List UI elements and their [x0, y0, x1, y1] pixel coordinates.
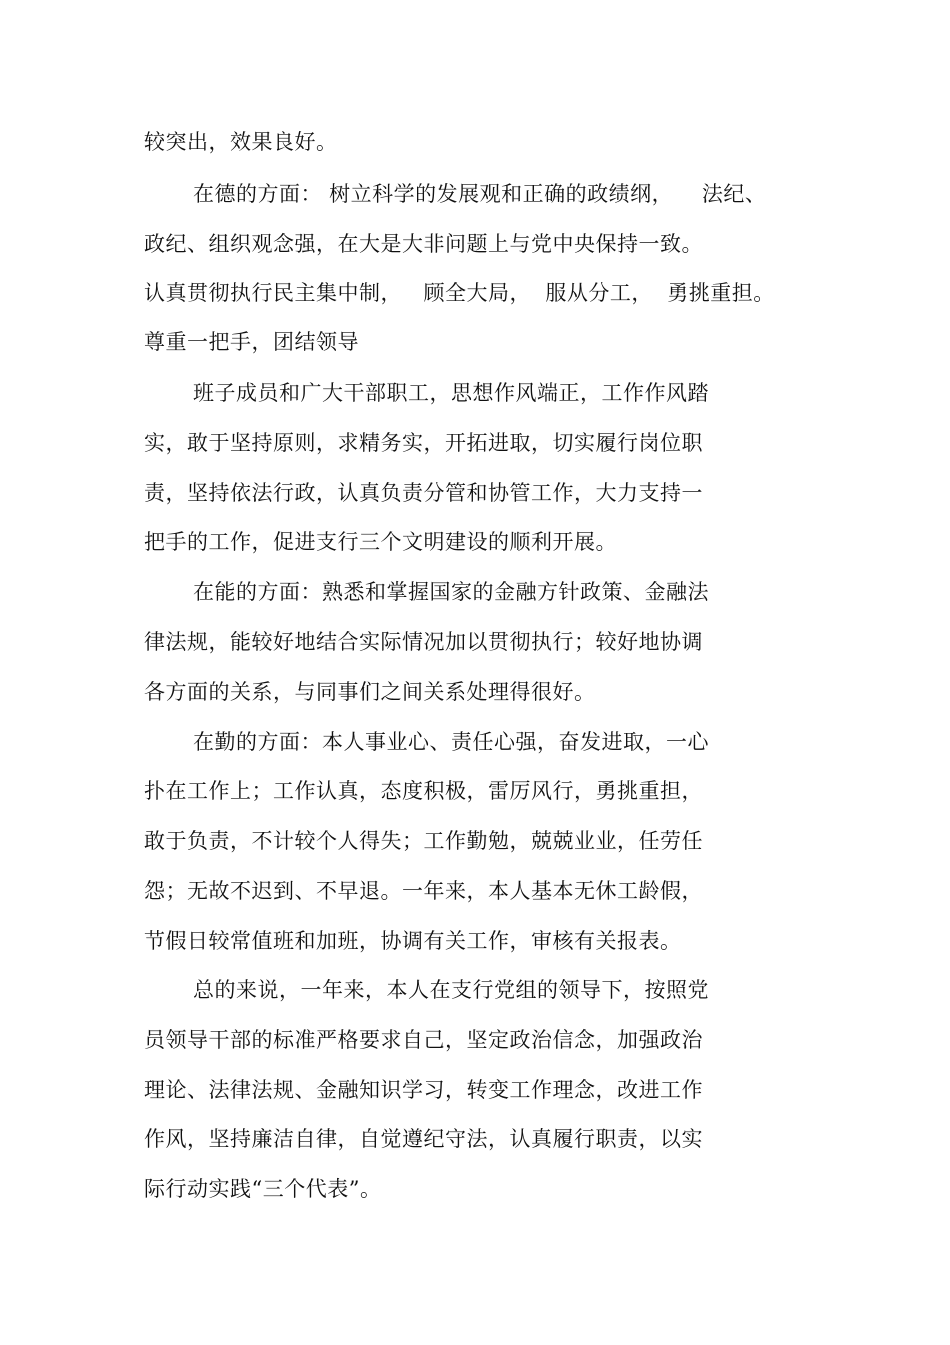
- text-line: 作风，坚持廉洁自律，自觉遵纪守法，认真履行职责，以实: [144, 1127, 703, 1151]
- text-line: 把手的工作，促进支行三个文明建设的顺利开展。: [144, 530, 617, 554]
- paragraph-de-start: 在德的方面： 树立科学的发展观和正确的政绩纲， 法纪、: [193, 182, 767, 206]
- text-line: 认真贯彻执行民主集中制， 顾全大局， 服从分工， 勇挑重担。: [144, 281, 775, 305]
- text-line: 政纪、组织观念强，在大是大非问题上与党中央保持一致。: [144, 232, 703, 256]
- text-line: 扑在工作上；工作认真，态度积极，雷厉风行，勇挑重担，: [144, 779, 703, 803]
- paragraph-summary-start: 总的来说，一年来，本人在支行党组的领导下，按照党: [193, 978, 709, 1002]
- text-line: 实，敢于坚持原则，求精务实，开拓进取，切实履行岗位职: [144, 431, 703, 455]
- text-line: 员领导干部的标准严格要求自己，坚定政治信念，加强政治: [144, 1028, 703, 1052]
- paragraph-team-start: 班子成员和广大干部职工，思想作风端正，工作作风踏: [193, 381, 709, 405]
- text-line: 各方面的关系，与同事们之间关系处理得很好。: [144, 680, 596, 704]
- text-line: 敢于负责，不计较个人得失；工作勤勉，兢兢业业，任劳任: [144, 829, 703, 853]
- text-line: 际行动实践“三个代表”。: [144, 1177, 382, 1201]
- text-line: 责，坚持依法行政，认真负责分管和协管工作，大力支持一: [144, 481, 703, 505]
- paragraph-neng-start: 在能的方面：熟悉和掌握国家的金融方针政策、金融法: [193, 580, 709, 604]
- text-line: 理论、法律法规、金融知识学习，转变工作理念，改进工作: [144, 1078, 703, 1102]
- text-line: 律法规，能较好地结合实际情况加以贯彻执行；较好地协调: [144, 630, 703, 654]
- text-line: 尊重一把手，团结领导: [144, 330, 359, 354]
- text-line: 节假日较常值班和加班，协调有关工作，审核有关报表。: [144, 929, 682, 953]
- text-line: 怨；无故不迟到、不早退。一年来，本人基本无休工龄假，: [144, 879, 703, 903]
- paragraph-qin-start: 在勤的方面：本人事业心、责任心强，奋发进取，一心: [193, 730, 709, 754]
- text-line: 较突出，效果良好。: [144, 130, 338, 154]
